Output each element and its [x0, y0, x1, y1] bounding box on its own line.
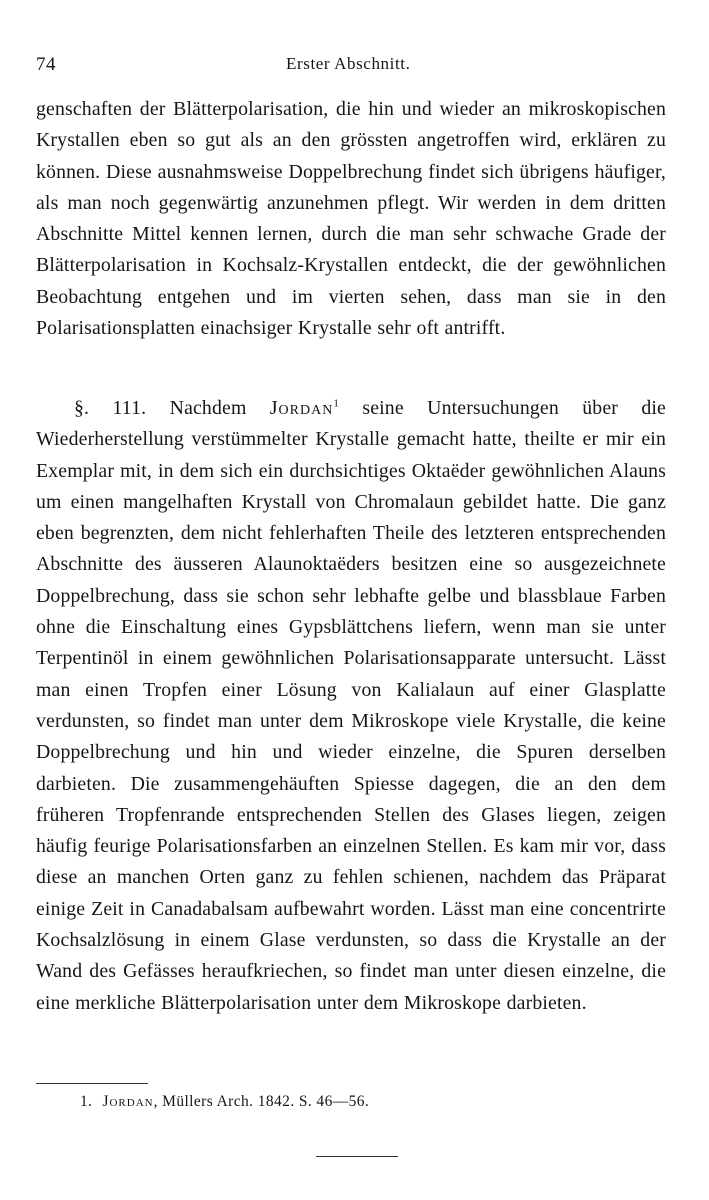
paragraph-1-text: genschaften der Blätterpolarisation, die hin und wieder an mikroskopischen Krystallen eben so gut als an den grössten angetroffen wird, erklären zu können. Diese ausnahmsweise Doppelbrechung findet sich übrigens häufiger, als man noch gegenwärtig anzunehmen pflegt. Wir werden in dem dritten Abschnitte Mittel kennen lernen, durch die man sehr schwache Grade der Blätterpolarisation in Kochsalz-Krystallen entdeckt, die der gewöhnlichen Beobachtung entgehen und im vierten sehen, dass man sie in den Polarisationsplatten einachsiger Krystalle sehr oft antrifft. — [36, 98, 666, 340]
page-header — [36, 54, 661, 80]
footnote-divider — [36, 1083, 148, 1084]
section-mark: §. 111. — [74, 397, 147, 419]
paragraph-2-text: seine Untersuchungen über die Wiederherstellung verstümmelter Krystalle gemacht hatte, theilte er mir ein Exemplar mit, in dem sich ein durchsichtiges Oktaëder gewöhnlichen Alauns um einen mangelhaften Krystall von Chromalaun gebildet hatte. Die ganz eben begrenzten, dem nicht fehlerhaften Theile des letzteren entsprechenden Abschnitte des äusseren Alaunoktaëders besitzen eine so ausgezeichnete Doppelbrechung, dass sie schon sehr lebhafte gelbe und blassblaue Farben ohne die Einschaltung eines Gypsblättchens liefern, wenn man sie unter Terpentinöl in einem gewöhnlichen Polarisationsapparate untersucht. Lässt man einen Tropfen einer Lösung von Kalialaun auf einer Glasplatte verdunsten, so findet man unter dem Mikroskope viele Krystalle, die keine Doppelbrechung und hin und wieder einzelne, die Spuren derselben darbieten. Die zusammengehäuften Spiesse dagegen, die an den dem früheren Tropfenrande entsprechenden Stellen des Glases liegen, zeigen häufig feurige Polarisationsfarben an einzelnen Stellen. Es kam mir vor, dass diese an manchen Orten ganz zu fehlen schienen, nachdem das Präparat einige Zeit in Canadabalsam aufbewahrt worden. Lässt man eine concentrirte Kochsalzlösung in einem Glase verdunsten, so dass die Krystalle an der Wand des Gefässes heraufkriechen, so findet man unter diesen einzelne, die eine merkliche Blätterpolarisation unter dem Mikroskope darbieten. — [36, 397, 666, 1014]
footnote-author: Jordan — [102, 1093, 154, 1110]
author-name: Jordan — [269, 397, 334, 419]
paragraph-2-intro: Nachdem — [169, 397, 247, 419]
footnote-citation: , Müllers Arch. 1842. S. 46—56. — [153, 1093, 370, 1110]
footnote-number: 1. — [80, 1093, 93, 1110]
footnote-reference: 1 — [333, 397, 339, 410]
paragraph-section-111 — [36, 393, 666, 1019]
running-head: Erster Abschnitt. — [286, 54, 411, 73]
footnote — [80, 1093, 369, 1111]
paragraph-continued — [36, 94, 666, 344]
page-end-rule — [316, 1156, 398, 1157]
page-number: 74 — [36, 54, 56, 75]
